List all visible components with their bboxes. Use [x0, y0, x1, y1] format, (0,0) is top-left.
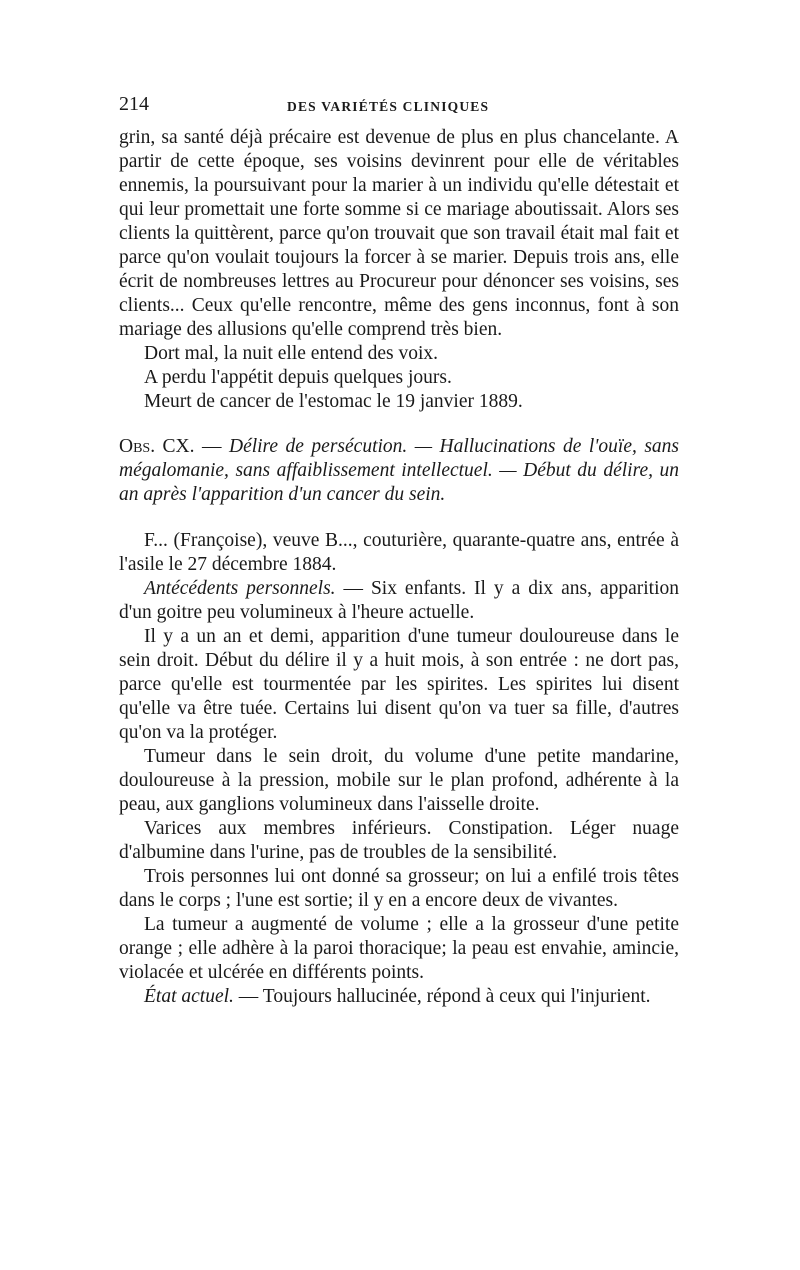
- case-paragraph: Tumeur dans le sein droit, du volume d'une petite mandarine, douloureuse à la pression, mobile sur le plan profond, adhérente à la peau, aux ganglions volumineux dans l'aisselle droite.: [119, 746, 679, 815]
- running-head: DES VARIÉTÉS CLINIQUES: [287, 99, 490, 114]
- case-paragraph: La tumeur a augmenté de volume ; elle a la grosseur d'une petite orange ; elle adhère à la paroi thoracique; la peau est envahie, amincie, violacée et ulcérée en différents points.: [119, 914, 679, 983]
- antecedents-label: Antécédents personnels.: [144, 578, 336, 599]
- case-paragraph: Varices aux membres inférieurs. Constipation. Léger nuage d'albumine dans l'urine, pas de troubles de la sensibilité.: [119, 818, 679, 863]
- observation-heading: [119, 435, 679, 507]
- case-intro: F... (Françoise), veuve B..., couturière, quarante-quatre ans, entrée à l'asile le 27 décembre 1884.: [119, 530, 679, 575]
- etat-label: État actuel.: [144, 986, 234, 1007]
- page-number: 214: [119, 93, 149, 115]
- paragraph-continuation: grin, sa santé déjà précaire est devenue de plus en plus chancelante. A partir de cette époque, ses voisins devinrent pour elle de véritables ennemis, la poursuivant pour la marier à un individu qu'elle détestait et qui leur promettait une forte somme si ce mariage aboutissait. Alors ses clients la quittèrent, parce qu'on trouvait que son travail était mal fait et parce qu'on voulait toujours la forcer à se marier. Depuis trois ans, elle écrit de nombreuses lettres au Procureur pour dénoncer ses voisins, ses clients... Ceux qu'elle rencontre, même des gens inconnus, font à son mariage des allusions qu'elle comprend très bien.: [119, 127, 679, 340]
- paragraph-sleep: Dort mal, la nuit elle entend des voix.: [144, 343, 439, 364]
- paragraph-appetite: A perdu l'appétit depuis quelques jours.: [144, 367, 452, 388]
- antecedents-text: — Six enfants. Il y a dix ans, apparition d'un goitre peu volumineux à l'heure actuelle.: [119, 578, 679, 623]
- book-page: [119, 0, 679, 1009]
- case-etat: [119, 985, 679, 1009]
- observation-number: Obs. CX.: [119, 436, 195, 457]
- observation-dash: —: [194, 436, 229, 457]
- case-paragraph: Trois personnes lui ont donné sa grosseur; on lui a enfilé trois têtes dans le corps ; l'une est sortie; il y en a encore deux de vivantes.: [119, 866, 679, 911]
- paragraph-death: Meurt de cancer de l'estomac le 19 janvier 1889.: [144, 391, 523, 412]
- observation-title: Délire de persécution. — Hallucinations de l'ouïe, sans mégalomanie, sans affaiblissement intellectuel. — Début du délire, un an après l'apparition d'un cancer du sein.: [119, 436, 680, 505]
- page-header: [119, 92, 679, 116]
- case-antecedents: [119, 577, 679, 625]
- case-paragraph: Il y a un an et demi, apparition d'une tumeur douloureuse dans le sein droit. Début du délire il y a huit mois, à son entrée : ne dort pas, parce qu'elle est tourmentée par les spirites. Les spirites lui disent qu'elle va être tuée. Certains lui disent qu'on va tuer sa fille, d'autres qu'on va la protéger.: [119, 626, 679, 743]
- etat-text: — Toujours hallucinée, répond à ceux qui l'injurient.: [233, 986, 651, 1007]
